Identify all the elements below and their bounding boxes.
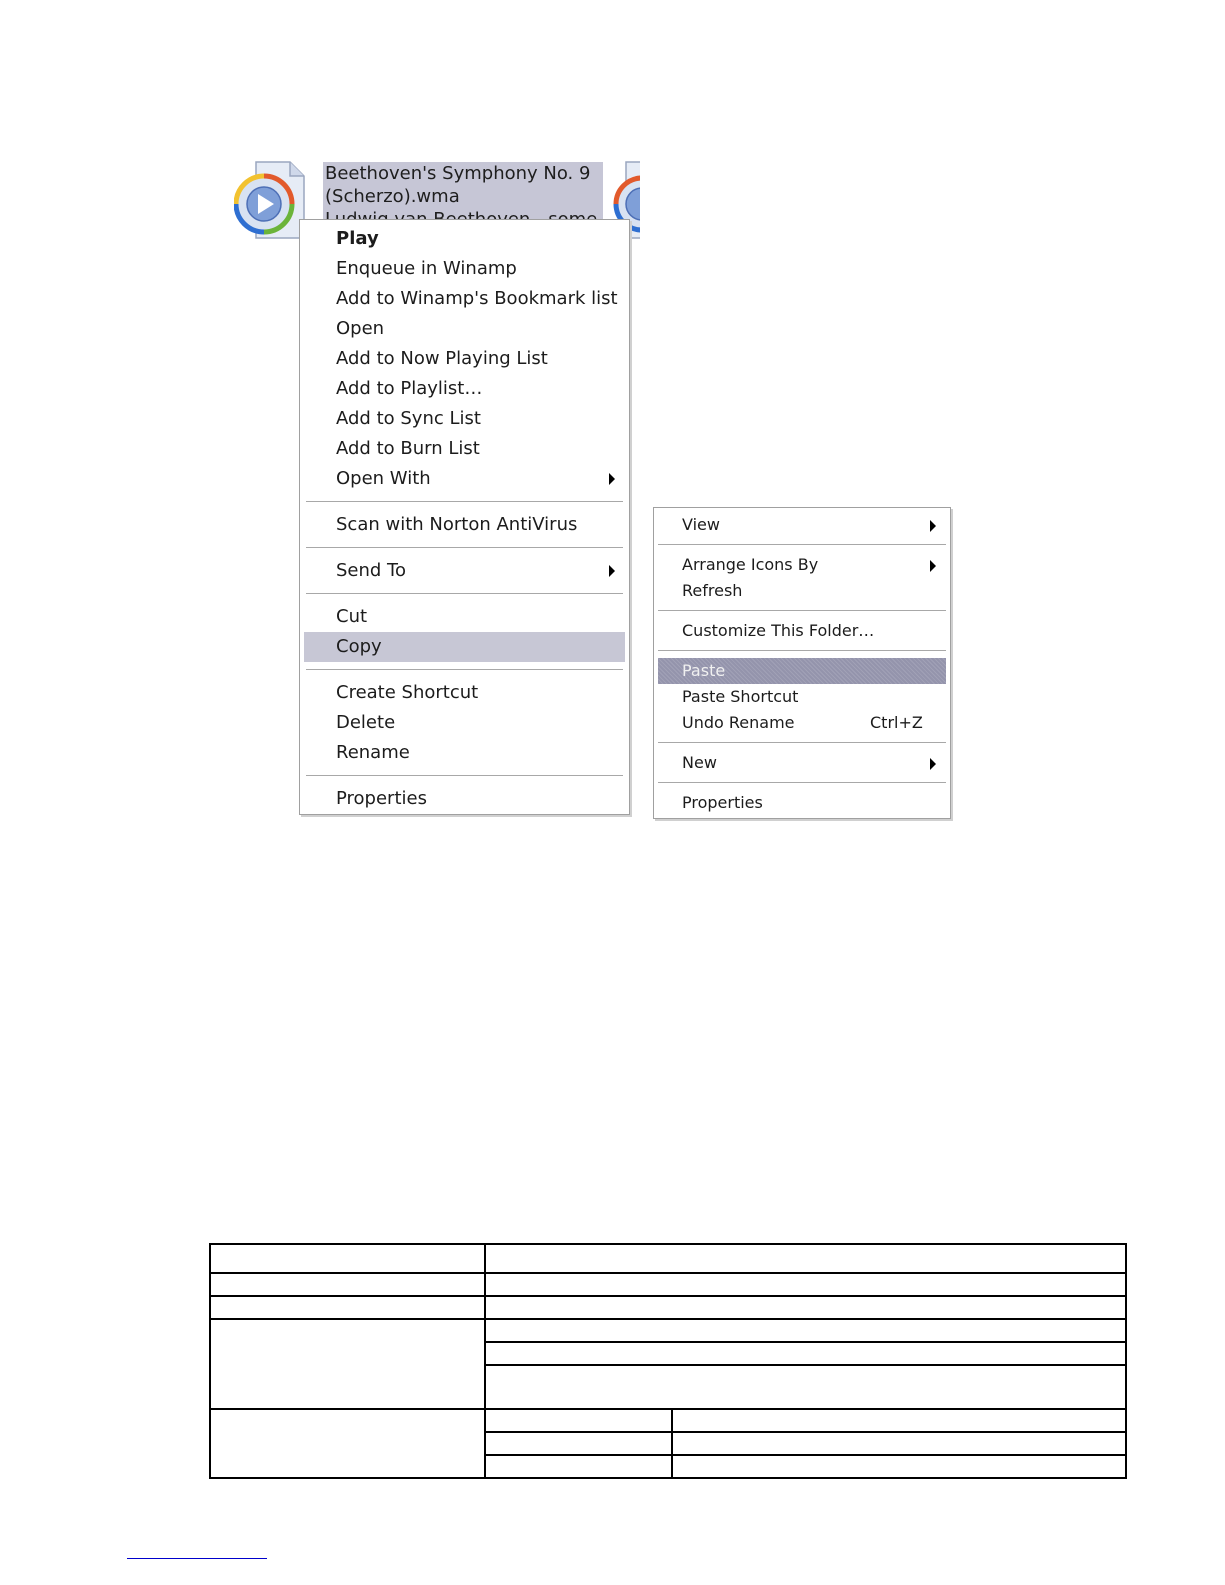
submenu-arrow-icon (930, 560, 936, 572)
table-cell (485, 1296, 1126, 1319)
table-cell (672, 1409, 1126, 1432)
menu-separator (306, 593, 623, 595)
menu-item-open[interactable] (304, 314, 625, 344)
menu-item-undo-rename[interactable] (658, 710, 946, 736)
file-name-line-1: Beethoven's Symphony No. 9 (325, 163, 591, 184)
menu-item-properties[interactable] (658, 790, 946, 816)
table-cell (672, 1432, 1126, 1455)
table-cell (485, 1365, 1126, 1409)
menu-item-add-burn[interactable] (304, 434, 625, 464)
table-row (210, 1244, 1126, 1273)
menu-item-add-now-playing[interactable] (304, 344, 625, 374)
menu-item-label: Arrange Icons By (682, 555, 819, 574)
menu-item-open-with[interactable] (304, 464, 625, 494)
menu-item-label: Open (336, 318, 385, 339)
menu-item-label: Scan with Norton AntiVirus (336, 514, 578, 535)
menu-separator (306, 669, 623, 671)
menu-item-cut[interactable] (304, 602, 625, 632)
submenu-arrow-icon (930, 520, 936, 532)
menu-item-rename[interactable] (304, 738, 625, 768)
menu-item-label: Paste Shortcut (682, 687, 799, 706)
menu-item-play[interactable] (304, 224, 625, 254)
menu-item-label: Add to Winamp's Bookmark list (336, 288, 618, 309)
table-cell (485, 1273, 1126, 1296)
menu-item-label: Add to Sync List (336, 408, 481, 429)
menu-item-enqueue-winamp[interactable] (304, 254, 625, 284)
menu-item-send-to[interactable] (304, 556, 625, 586)
submenu-arrow-icon (609, 473, 615, 485)
submenu-arrow-icon (609, 565, 615, 577)
menu-separator (306, 547, 623, 549)
file-name-line-2: (Scherzo).wma (325, 186, 460, 207)
menu-item-copy[interactable] (304, 632, 625, 662)
menu-item-refresh[interactable] (658, 578, 946, 604)
menu-item-label: Send To (336, 560, 407, 581)
menu-item-delete[interactable] (304, 708, 625, 738)
menu-item-label: Open With (336, 468, 431, 489)
menu-item-paste-shortcut[interactable] (658, 684, 946, 710)
menu-item-label: Create Shortcut (336, 682, 479, 703)
menu-item-label: Add to Burn List (336, 438, 480, 459)
windows-media-audio-icon (234, 158, 308, 240)
menu-item-add-playlist[interactable] (304, 374, 625, 404)
menu-item-label: Play (336, 228, 379, 249)
menu-item-label: Add to Now Playing List (336, 348, 548, 369)
menu-item-label: Paste (682, 661, 726, 680)
menu-item-label: Customize This Folder… (682, 621, 875, 640)
table-cell (485, 1319, 1126, 1342)
table-row (210, 1296, 1126, 1319)
menu-separator (306, 501, 623, 503)
table-cell (485, 1432, 672, 1455)
table-cell (485, 1244, 1126, 1273)
menu-item-label: Add to Playlist… (336, 378, 483, 399)
menu-item-label: Properties (336, 788, 427, 809)
table-cell (485, 1409, 672, 1432)
menu-item-add-sync[interactable] (304, 404, 625, 434)
table-cell (210, 1409, 485, 1478)
menu-item-shortcut: Ctrl+Z (870, 713, 923, 732)
menu-separator (306, 775, 623, 777)
menu-item-properties[interactable] (304, 784, 625, 814)
menu-separator (658, 782, 946, 784)
menu-separator (658, 742, 946, 744)
menu-item-add-winamp-bookmark[interactable] (304, 284, 625, 314)
menu-item-label: Undo Rename (682, 713, 795, 732)
menu-separator (658, 544, 946, 546)
menu-item-label: Refresh (682, 581, 743, 600)
menu-item-label: Properties (682, 793, 763, 812)
menu-item-create-shortcut[interactable] (304, 678, 625, 708)
menu-separator (658, 610, 946, 612)
table-row (210, 1409, 1126, 1432)
table-cell (485, 1455, 672, 1478)
submenu-arrow-icon (930, 758, 936, 770)
table-row (210, 1273, 1126, 1296)
menu-item-label: View (682, 515, 720, 534)
folder-context-menu (653, 507, 951, 819)
menu-item-view[interactable] (658, 512, 946, 538)
menu-item-label: Cut (336, 606, 368, 627)
file-context-menu (299, 219, 630, 815)
table-row (210, 1319, 1126, 1342)
menu-item-scan-norton[interactable] (304, 510, 625, 540)
menu-item-label: Enqueue in Winamp (336, 258, 517, 279)
table-cell (210, 1319, 485, 1409)
empty-table (209, 1243, 1127, 1479)
footnote-rule (127, 1558, 267, 1559)
table-cell (210, 1296, 485, 1319)
menu-separator (658, 650, 946, 652)
table-cell (210, 1273, 485, 1296)
menu-item-new[interactable] (658, 750, 946, 776)
table-cell (210, 1244, 485, 1273)
menu-item-customize-folder[interactable] (658, 618, 946, 644)
menu-item-arrange-icons-by[interactable] (658, 552, 946, 578)
menu-item-label: Rename (336, 742, 410, 763)
menu-item-label: New (682, 753, 717, 772)
table-cell (485, 1342, 1126, 1365)
menu-item-label: Delete (336, 712, 396, 733)
table-cell (672, 1455, 1126, 1478)
menu-item-paste[interactable] (658, 658, 946, 684)
menu-item-label: Copy (336, 636, 382, 657)
